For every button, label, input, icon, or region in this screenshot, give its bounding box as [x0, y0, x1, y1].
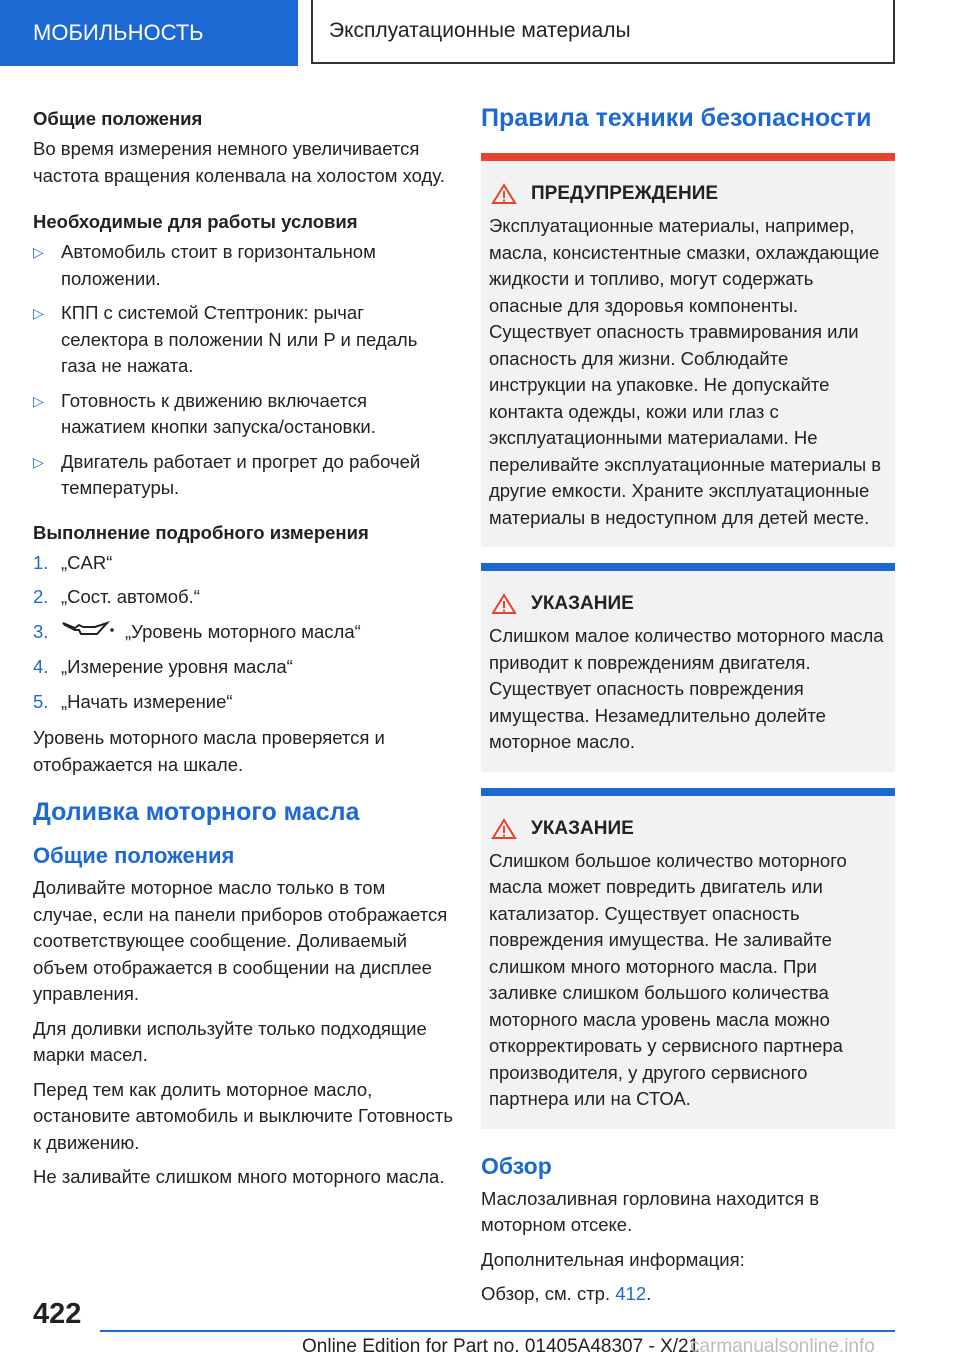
step-number: 1. — [33, 551, 49, 573]
refill-paragraph: Перед тем как долить моторное масло, остановите автомобиль и выключите Готовность к движению. — [33, 1078, 453, 1153]
chapter-tab-label: Эксплуатационные материалы — [329, 19, 631, 42]
overview-heading: Обзор — [481, 1152, 552, 1179]
safety-heading: Правила техники безопасности — [481, 104, 872, 132]
step-item — [33, 584, 453, 611]
list-item: ▷ Двигатель работает и прогрет до рабочей температуры. — [33, 450, 421, 498]
overview-reference: Обзор, см. стр. 412. — [481, 1283, 652, 1304]
step-number: 4. — [33, 656, 49, 678]
refill-paragraph: Для доливки используйте только подходящие марки масел. — [33, 1017, 427, 1066]
list-item: ▷ КПП с системой Стептроник: рычаг селектора в положении N или P и педаль газа не нажата. — [33, 302, 418, 376]
page-number: 422 — [33, 1298, 82, 1330]
warning-triangle-icon — [491, 183, 517, 205]
bullet-arrow-icon: ▷ — [33, 453, 44, 470]
measurement-steps — [33, 550, 453, 716]
step-text: „Уровень моторного масла“ — [125, 620, 361, 642]
warning-box — [481, 153, 895, 547]
notice-title-text: УКАЗАНИЕ — [531, 593, 634, 614]
overview-more-label: Дополнительная информация: — [481, 1248, 745, 1270]
page-reference-link[interactable]: 412 — [615, 1283, 647, 1304]
refill-subheading: Общие положения — [33, 843, 235, 869]
refill-heading: Доливка моторного масла — [33, 798, 360, 827]
overview-text: Маслозаливная горловина находится в моторном отсеке. — [481, 1187, 820, 1235]
measurement-heading: Выполнение подробного измерения — [33, 521, 369, 543]
measurement-result-text: Уровень моторного масла проверяется и отображается на шкале. — [33, 727, 385, 775]
oil-can-icon — [61, 619, 115, 647]
step-text: „Измерение уровня масла“ — [61, 656, 293, 678]
step-item — [33, 619, 453, 647]
notice-triangle-icon — [491, 818, 517, 840]
general-heading: Общие положения — [33, 108, 203, 129]
list-item: ▷ Готовность к движению включается нажатием кнопки запуска/остановки. — [33, 389, 376, 437]
chapter-tab — [311, 0, 895, 64]
notice-triangle-icon — [491, 593, 517, 615]
step-number: 3. — [33, 620, 49, 642]
section-tab-label: МОБИЛЬНОСТЬ — [33, 20, 204, 45]
left-column — [33, 100, 453, 1199]
edition-text: Online Edition for Part no. 01405A48307 - X/21 — [302, 1336, 700, 1357]
bullet-arrow-icon: ▷ — [33, 392, 44, 409]
notice-title — [491, 818, 887, 840]
section-tab — [0, 0, 298, 66]
step-number: 5. — [33, 690, 49, 712]
refill-paragraph: Не заливайте слишком много моторного масла. — [33, 1166, 445, 1188]
step-text: „Сост. автомоб.“ — [61, 586, 200, 607]
page-header — [0, 0, 960, 66]
general-text: Во время измерения немного увеличивается частота вращения коленвала на холостом ходу. — [33, 138, 445, 186]
notice-title-text: УКАЗАНИЕ — [531, 817, 634, 839]
notice-text: Слишком большое количество моторного масла может повредить двигатель или катализатор. Существует опасность повреждения имущества. Не заливайте слишком много моторного масла. При заливке слишком большого количества моторного масла уровень масла можно откорректировать у сервисного партнера производителя, у другого сервисного партнера или на СТОА. — [489, 849, 847, 1109]
conditions-heading: Необходимые для работы условия — [33, 211, 358, 232]
watermark-text: carmanualsonline.info — [690, 1336, 875, 1357]
warning-text: Эксплуатационные материалы, например, масла, консистентные смазки, охлаждающие жидкости и топливо, могут содержать опасные для здоровья компоненты. Существует опасность травмирования или опасность для жизни. Соблюдайте инструкции на упаковке. Не допускайте контакта одежды, кожи или глаз с эксплуатационными материалами. Не переливайте эксплуатационные материалы в другие емкости. Храните эксплуатационные материалы в недоступном для детей месте. — [489, 215, 882, 528]
notice-text: Слишком малое количество моторного масла приводит к повреждениям двигателя. Существует опасность повреждения имущества. Незамедлительно долейте моторное масло. — [489, 625, 884, 752]
bullet-arrow-icon: ▷ — [33, 305, 44, 321]
refill-paragraph: Доливайте моторное масло только в том случае, если на панели приборов отображается соответствующее сообщение. Доливаемый объем отображается в сообщении на дисплее управления. — [33, 877, 448, 1005]
step-item — [33, 550, 453, 577]
notice-box — [481, 563, 895, 772]
step-item — [33, 689, 453, 716]
warning-title — [491, 183, 887, 205]
step-item — [33, 654, 453, 681]
conditions-list — [33, 239, 453, 502]
bullet-arrow-icon: ▷ — [33, 244, 44, 260]
step-text: „CAR“ — [61, 551, 113, 573]
notice-title — [491, 593, 887, 615]
notice-box — [481, 788, 895, 1129]
step-text: „Начать измерение“ — [61, 690, 233, 712]
warning-title-text: ПРЕДУПРЕЖДЕНИЕ — [531, 183, 719, 204]
step-number: 2. — [33, 586, 49, 607]
right-column — [481, 100, 895, 1316]
list-item: ▷ Автомобиль стоит в горизонтальном положении. — [33, 241, 376, 289]
footer-divider — [100, 1330, 895, 1332]
